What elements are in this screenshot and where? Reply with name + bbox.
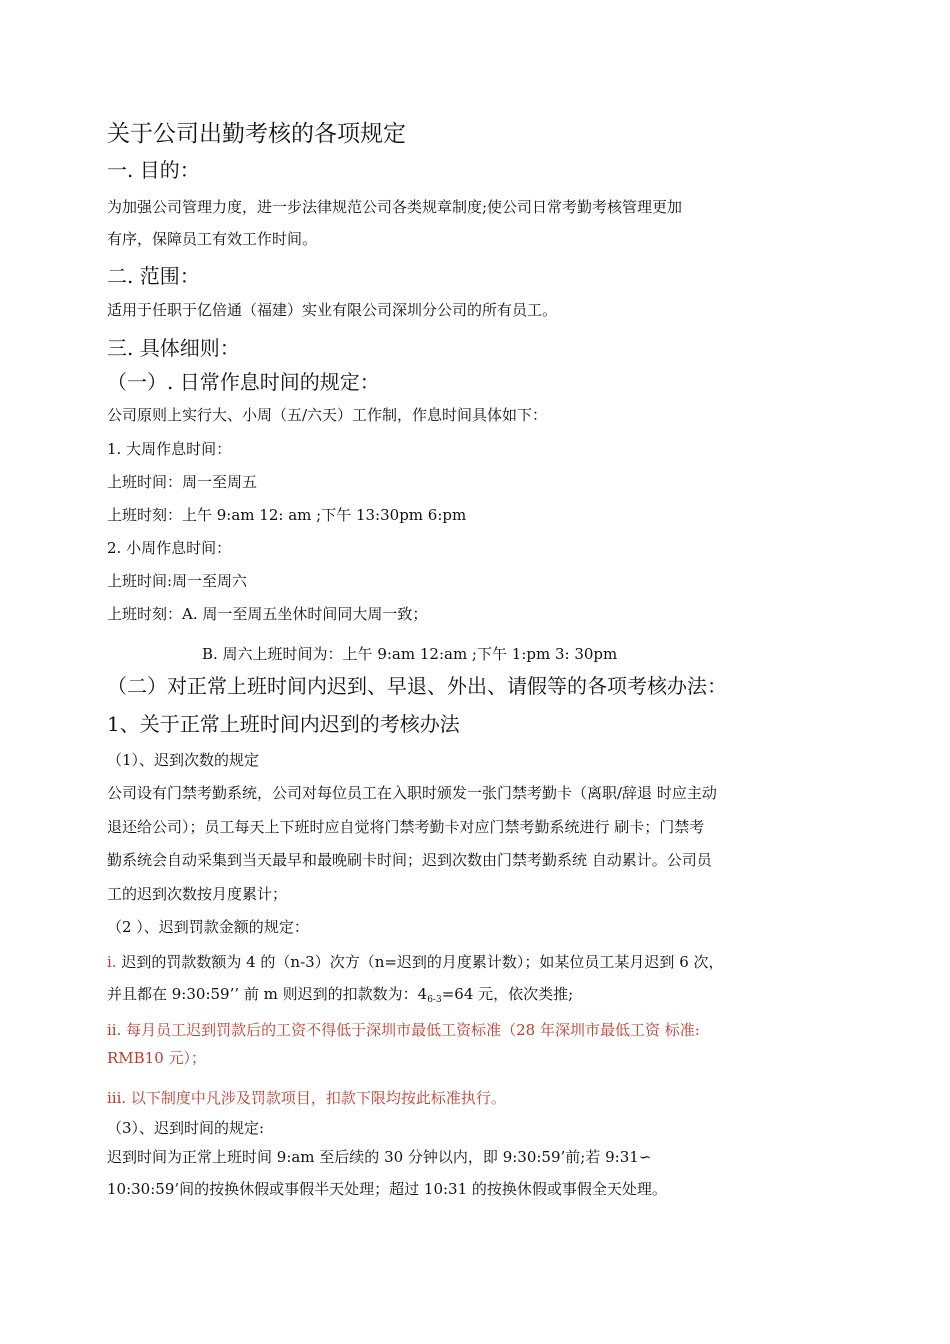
small-week-times-b: B. 周六上班时间为：上午 9:am 12:am ;下午 1:pm 3: 30pm: [202, 645, 618, 663]
section-1-heading: 一. 目的：: [107, 158, 200, 182]
section-1-paragraph-line-2: 有序，保障员工有效工作时间。: [107, 230, 318, 248]
late-fine-item-i-exponent: 6-3: [427, 995, 442, 1005]
late-count-line-2: 退还给公司）；员工每天上下班时应自觉将门禁考勤卡对应门禁考勤系统进行 刷卡；门禁考: [107, 818, 705, 836]
late-count-line-1: 公司设有门禁考勤系统，公司对每位员工在入职时颁发一张门禁考勤卡（离职/辞退 时应主动: [107, 784, 717, 802]
late-fine-item-i-formula-pre: 并且都在 9:30:59’’ 前 m 则迟到的扣款数为：4: [107, 985, 428, 1003]
late-fine-item-i-marker: i.: [107, 953, 117, 971]
section-2-paragraph: 适用于任职于亿倍通（福建）实业有限公司深圳分公司的所有员工。: [107, 301, 558, 319]
schedule-intro: 公司原则上实行大、小周（五/六天）工作制，作息时间具体如下：: [107, 406, 548, 424]
section-1-paragraph-line-1: 为加强公司管理力度，进一步法律规范公司各类规章制度;使公司日常考勤考核管理更加: [107, 198, 683, 216]
subsection-2-heading: （二）对正常上班时间内迟到、早退、外出、请假等的各项考核办法：: [107, 674, 727, 698]
late-fine-item-i-text: 迟到的罚款数额为 4 的（n-3）次方（n=迟到的月度累计数）；如某位员工某月迟到 6 次，: [116, 953, 724, 971]
big-week-heading: 1. 大周作息时间：: [107, 440, 232, 458]
big-week-days: 上班时间：周一至周五: [107, 473, 258, 491]
late-fine-item-i-formula-post: =64 元，依次类推;: [441, 985, 574, 1003]
late-count-line-3: 勤系统会自动采集到当天最早和最晚刷卡时间；迟到次数由门禁考勤系统 自动累计。公司员: [107, 851, 712, 869]
late-fine-item-i-line-1: [107, 955, 724, 970]
late-count-heading: （1）、迟到次数的规定: [107, 751, 260, 769]
late-fine-item-i-line-2: [107, 985, 574, 1005]
late-fine-item-ii-line-2: RMB10 元）；: [107, 1049, 207, 1067]
late-time-line-1: 迟到时间为正常上班时间 9:am 至后续的 30 分钟以内，即 9:30:59’前;若 9:31∽: [107, 1148, 652, 1166]
small-week-times-a: 上班时刻：A. 周一至周五坐休时间同大周一致；: [107, 605, 428, 623]
big-week-times: 上班时刻：上午 9:am 12: am ;下午 13:30pm 6:pm: [107, 506, 467, 524]
late-fine-heading: （2 ）、迟到罚款金额的规定：: [107, 918, 309, 936]
lateness-rules-heading: 1、关于正常上班时间内迟到的考核办法: [107, 712, 460, 736]
late-time-heading: （3）、迟到时间的规定:: [107, 1119, 265, 1137]
late-fine-item-iii: iii. 以下制度中凡涉及罚款项目，扣款下限均按此标准执行。: [107, 1089, 506, 1107]
small-week-days: 上班时间:周一至周六: [107, 572, 248, 590]
late-time-line-2: 10:30:59’间的按换休假或事假半天处理；超过 10:31 的按换休假或事假全天处理。: [107, 1180, 667, 1198]
section-3-heading: 三. 具体细则：: [107, 336, 240, 360]
small-week-heading: 2. 小周作息时间：: [107, 539, 232, 557]
late-fine-item-ii-line-1: ii. 每月员工迟到罚款后的工资不得低于深圳市最低工资标准（28 年深圳市最低工资 标准:: [107, 1021, 700, 1039]
section-2-heading: 二. 范围：: [107, 264, 200, 288]
late-count-line-4: 工的迟到次数按月度累计；: [107, 885, 288, 903]
subsection-1-heading: （一）. 日常作息时间的规定：: [107, 370, 380, 394]
document-title: 关于公司出勤考核的各项规定: [107, 121, 406, 147]
